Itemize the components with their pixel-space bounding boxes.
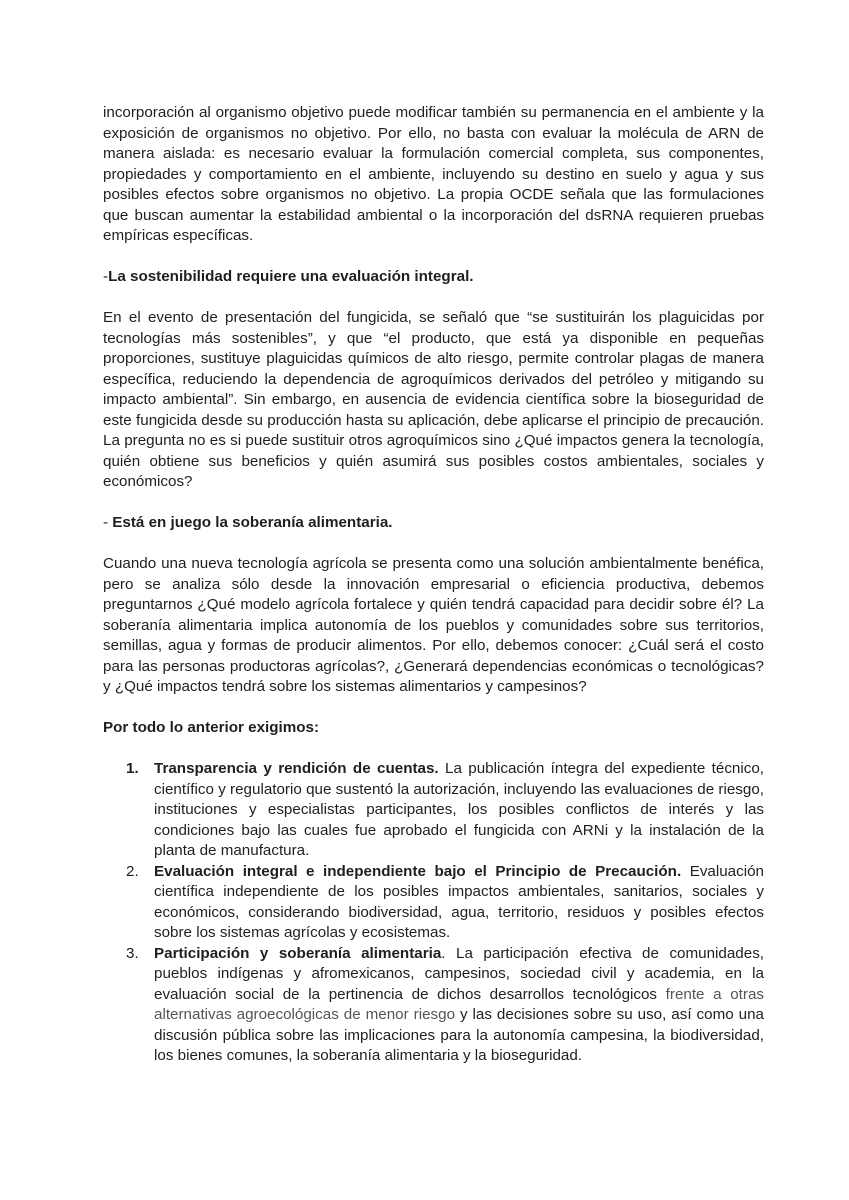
document-page [103,103,764,1067]
demand-item [103,862,764,944]
demand-item [103,944,764,1067]
section-heading-soberania [103,513,764,534]
heading-dash: - [103,268,109,285]
demand-text: La publicación íntegra del expediente técnico, científico y regulatorio que sustentó la autorización, incluyendo las evaluaciones de riesgo, instituciones y especialistas participantes, los posibles conflictos de interés y las condiciones bajo las cuales fue aprobado el fungicida con ARNi y la instalación de la planta de manufactura. [154,760,764,859]
demands-list [103,759,764,1067]
demand-title: Evaluación integral e independiente bajo el Principio de Precaución. [154,862,682,880]
demand-title: Transparencia y rendición de cuentas. [154,760,439,777]
section-heading-sostenibilidad [103,267,764,288]
demand-text: y las decisiones sobre su uso, así como una discusión pública sobre las implicaciones para la autonomía campesina, la biodiversidad, los bienes comunes, la soberanía alimentaria y la bioseguridad. [154,1006,764,1064]
demand-text-soft: frente a otras alternativas agroecológicas de menor riesgo [154,985,764,1023]
demand-number: 2. [126,862,139,880]
demand-text: Evaluación científica independiente de los posibles impactos ambientales, sanitarios, sociales y económicos, considerando biodiversidad, agua, territorio, residuos y posibles efectos sobre los sistemas agrícolas y ecosistemas. [154,862,764,941]
heading-text: La sostenibilidad requiere una evaluación integral. [108,268,474,285]
demand-item [103,759,764,862]
demand-number: 3. [126,944,139,962]
demand-number: 1. [126,760,139,777]
heading-text: Está en juego la soberanía alimentaria. [112,514,393,531]
sostenibilidad-paragraph: En el evento de presentación del fungicida, se señaló que “se sustituirán los plaguicidas por tecnologías más sostenibles”, y que “el producto, que está ya disponible en pequeñas proporciones, sustituye plaguicidas químicos de alto riesgo, permite controlar plagas de manera específica, reduciendo la dependencia de agroquímicos derivados del petróleo y mitigando su impacto ambiental”. Sin embargo, en ausencia de evidencia científica sobre la bioseguridad de este fungicida desde su producción hasta su aplicación, debe aplicarse el principio de precaución. La pregunta no es si puede sustituir otros agroquímicos sino ¿Qué impactos genera la tecnología, quién obtiene sus beneficios y quién asumirá sus posibles costos ambientales, sociales y económicos? [103,309,764,490]
heading-dash: - [103,514,113,531]
intro-paragraph: incorporación al organismo objetivo puede modificar también su permanencia en el ambiente y la exposición de organismos no objetivo. Por ello, no basta con evaluar la molécula de ARN de manera aislada: es necesario evaluar la formulación comercial completa, sus componentes, propiedades y comportamiento en el ambiente, incluyendo su destino en suelo y agua y sus posibles efectos sobre organismos no objetivo. La propia OCDE señala que las formulaciones que buscan aumentar la estabilidad ambiental o la incorporación del dsRNA requieren pruebas empíricas específicas. [103,104,764,244]
demands-heading: Por todo lo anterior exigimos: [103,719,320,736]
soberania-paragraph: Cuando una nueva tecnología agrícola se presenta como una solución ambientalmente benéfica, pero se analiza sólo desde la innovación empresarial o eficiencia productiva, debemos preguntarnos ¿Qué modelo agrícola fortalece y quién tendrá capacidad para decidir sobre él? La soberanía alimentaria implica autonomía de los pueblos y comunidades sobre sus territorios, semillas, agua y formas de producir alimentos. Por ello, debemos conocer: ¿Cuál será el costo para las personas productoras agrícolas?, ¿Generará dependencias económicas o tecnológicas? y ¿Qué impactos tendrá sobre los sistemas alimentarios y campesinos? [103,555,764,695]
demand-title: Participación y soberanía alimentaria [154,944,442,962]
demand-text: . La participación efectiva de comunidades, pueblos indígenas y afromexicanos, campesinos, sociedad civil y academia, en la evaluación social de la pertinencia de dichos desarrollos tecnológicos [154,944,765,1003]
